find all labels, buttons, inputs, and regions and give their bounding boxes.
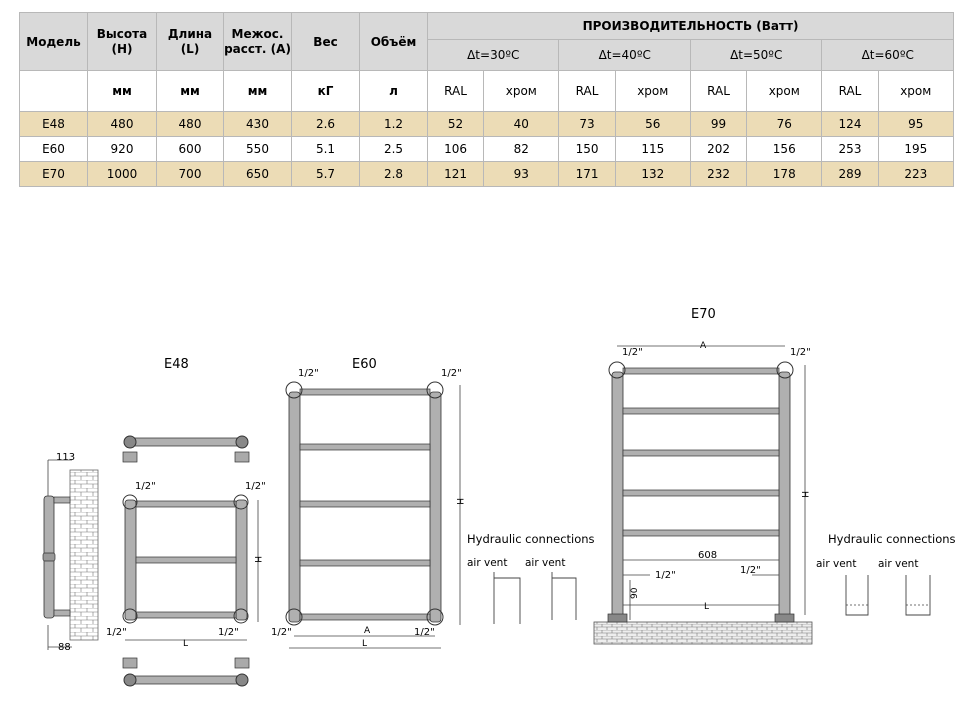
value-cell: 115 [615,137,690,162]
value-cell: 132 [615,162,690,187]
rail [623,490,779,496]
unit-cell: хром [878,71,953,112]
value-cell: 650 [224,162,292,187]
value-cell: 82 [484,137,559,162]
unit-cell: хром [615,71,690,112]
rail [623,408,779,414]
half-inch-label: 1/2" [655,570,676,581]
dim-h-label: H [454,498,464,505]
half-inch-label: 1/2" [622,347,643,358]
value-cell: 480 [88,112,157,137]
technical-drawings [0,290,976,713]
wall-bracket [54,610,70,616]
dim-a-label: A [700,341,707,351]
value-cell: 93 [484,162,559,187]
hydraulic-title: Hydraulic connections [467,532,595,546]
header-spacing: Межос. расст. (A) [224,13,292,71]
dim-90-label: 90 [630,587,640,599]
valve-icon [124,436,136,448]
rail [300,389,430,395]
hydraulic-connections-right [816,532,956,615]
e48-front-view [106,357,266,686]
rail [136,612,236,618]
hydraulic-title: Hydraulic connections [828,532,956,546]
left-post [125,500,136,620]
value-cell: 1000 [88,162,157,187]
value-cell: 223 [878,162,953,187]
dim-113-label: 113 [56,452,76,463]
connection-diagram [494,572,520,624]
wall [70,470,98,640]
rail [300,444,430,450]
model-cell: E48 [20,112,88,137]
value-cell: 73 [559,112,615,137]
dim-l-label: L [704,602,710,612]
e48-side-view [43,452,98,653]
dim-l-label: L [183,639,189,649]
value-cell: 106 [428,137,484,162]
unit-cell: RAL [428,71,484,112]
value-cell: 1.2 [360,112,428,137]
air-vent-label: air vent [816,558,857,570]
valve-icon [236,674,248,686]
model-cell: E60 [20,137,88,162]
half-inch-label: 1/2" [271,627,292,638]
wall-bracket [54,497,70,503]
header-weight: Вес [292,13,360,71]
right-post [779,372,790,622]
half-inch-label: 1/2" [740,565,761,576]
floor-flange [608,614,627,622]
rail [300,501,430,507]
header-dt30: Δt=30ºС [428,40,559,71]
value-cell: 2.6 [292,112,360,137]
value-cell: 156 [747,137,822,162]
floor-flange [775,614,794,622]
side-joint [43,553,55,561]
top-view-bar [130,438,242,446]
table-row [20,137,954,162]
rail [136,501,236,507]
valve-icon [124,674,136,686]
table-row [20,162,954,187]
value-cell: 95 [878,112,953,137]
floor [594,622,812,644]
connection-diagram [846,575,868,615]
half-inch-label: 1/2" [245,481,266,492]
header-volume: Объём [360,13,428,71]
header-height: Высота (H) [88,13,157,71]
left-post [612,372,623,622]
unit-cell: RAL [559,71,615,112]
value-cell: 550 [224,137,292,162]
e60-title: E60 [352,357,377,372]
rail [300,560,430,566]
table-header-row [20,13,954,40]
connection-diagram [906,575,930,615]
value-cell: 480 [157,112,224,137]
unit-cell: хром [484,71,559,112]
left-post [289,392,300,622]
value-cell: 202 [690,137,746,162]
dim-608-label: 608 [698,550,718,561]
header-dt50: Δt=50ºС [690,40,821,71]
e70-title: E70 [691,307,716,322]
half-inch-label: 1/2" [414,627,435,638]
right-post [236,500,247,620]
unit-cell: RAL [690,71,746,112]
half-inch-label: 1/2" [790,347,811,358]
value-cell: 2.8 [360,162,428,187]
header-dt40: Δt=40ºС [559,40,690,71]
dim-88-label: 88 [58,642,71,653]
value-cell: 5.7 [292,162,360,187]
floor-flange [235,452,249,462]
value-cell: 2.5 [360,137,428,162]
unit-cell: мм [224,71,292,112]
rail [300,614,430,620]
half-inch-label: 1/2" [135,481,156,492]
dim-h-label: H [252,556,262,563]
rail [623,530,779,536]
value-cell: 700 [157,162,224,187]
rail [623,368,779,374]
model-cell: E70 [20,162,88,187]
header-length: Длина (L) [157,13,224,71]
header-model: Модель [20,13,88,71]
header-performance: ПРОИЗВОДИТЕЛЬНОСТЬ (Ватт) [428,13,954,40]
value-cell: 52 [428,112,484,137]
value-cell: 76 [747,112,822,137]
value-cell: 600 [157,137,224,162]
dim-a-label: A [364,626,371,636]
dim-l-label: L [362,639,368,649]
value-cell: 171 [559,162,615,187]
value-cell: 289 [822,162,878,187]
air-vent-label: air vent [525,557,566,569]
rail [623,450,779,456]
value-cell: 56 [615,112,690,137]
value-cell: 5.1 [292,137,360,162]
value-cell: 124 [822,112,878,137]
unit-cell: мм [157,71,224,112]
half-inch-label: 1/2" [218,627,239,638]
half-inch-label: 1/2" [441,368,462,379]
bottom-view-bar [130,676,242,684]
e70-front-view [594,307,812,644]
half-inch-label: 1/2" [106,627,127,638]
table-units-row [20,71,954,112]
value-cell: 430 [224,112,292,137]
value-cell: 40 [484,112,559,137]
value-cell: 195 [878,137,953,162]
air-vent-label: air vent [467,557,508,569]
half-inch-label: 1/2" [298,368,319,379]
right-post [430,392,441,622]
header-dt60: Δt=60ºС [822,40,954,71]
value-cell: 253 [822,137,878,162]
unit-cell: хром [747,71,822,112]
unit-cell: кГ [292,71,360,112]
unit-cell-empty [20,71,88,112]
floor-flange [123,658,137,668]
table-row [20,112,954,137]
valve-icon [236,436,248,448]
dim-line [48,460,72,496]
value-cell: 121 [428,162,484,187]
dim-h-label: H [799,491,809,498]
air-vent-label: air vent [878,558,919,570]
unit-cell: RAL [822,71,878,112]
specifications-table [19,12,954,187]
value-cell: 920 [88,137,157,162]
value-cell: 99 [690,112,746,137]
value-cell: 150 [559,137,615,162]
value-cell: 232 [690,162,746,187]
e60-front-view [271,357,464,649]
e48-title: E48 [164,357,189,372]
rail [136,557,236,563]
unit-cell: мм [88,71,157,112]
floor-flange [235,658,249,668]
hydraulic-connections-left [467,532,595,624]
floor-flange [123,452,137,462]
value-cell: 178 [747,162,822,187]
connection-diagram [552,572,576,620]
unit-cell: л [360,71,428,112]
